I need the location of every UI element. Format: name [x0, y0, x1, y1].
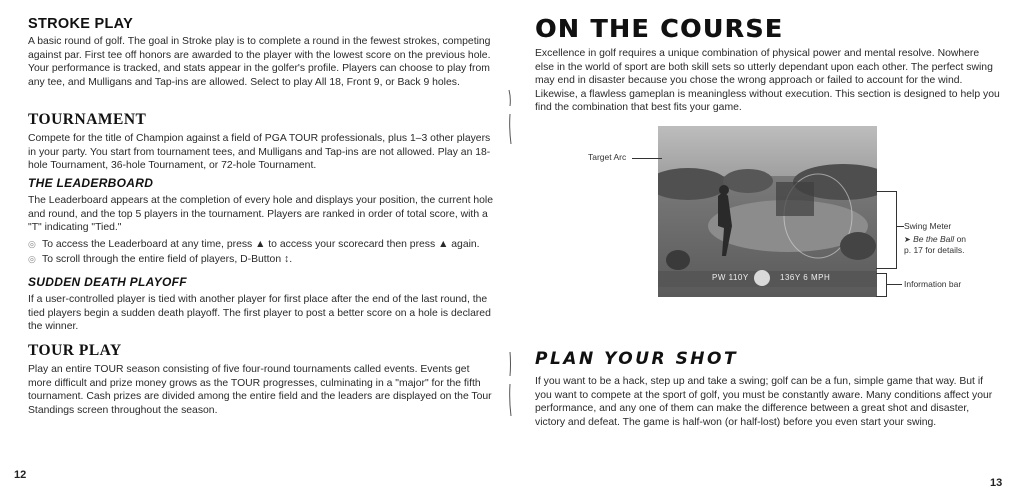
tournament-body: Compete for the title of Champion against a field of PGA TOUR professionals, plus 1–3 other players in your party. You start from tournament tees, and Mulligans and Tap-ins are not allowed. Play an 18-hole Tournament, 36-hole Tournament, or 72-hole Tournament.: [28, 133, 491, 172]
stroke-play-heading: STROKE PLAY: [28, 16, 134, 32]
hud-club-distance: PW 110Y: [712, 273, 749, 282]
plan-your-shot-heading: PLAN YOUR SHOT: [535, 349, 739, 369]
tour-play-section: [28, 342, 493, 417]
binding-mark: [507, 350, 513, 420]
swing-meter-leader-line: [896, 226, 904, 227]
page-number-left: 12: [14, 469, 27, 481]
swing-meter-bracket: [876, 191, 897, 269]
sudden-death-section: [28, 275, 493, 334]
left-page: [0, 0, 505, 504]
stroke-play-body: A basic round of golf. The goal in Stroke play is to complete a round in the fewest strokes, competing against par. First tee off honors are awarded to the player with the lowest score on the previous hole. Your performance is tracked, and stats appear in the golfer's profile. Players can choose to play from any tee, and Mulligans and Tap-ins are allowed. Select to play All 18, Front 9, or Back 9 holes.: [28, 36, 491, 88]
binding-mark: [507, 88, 513, 148]
information-bar-bracket: [876, 273, 887, 297]
leaderboard-section: [28, 176, 493, 267]
target-arc-leader-line: [632, 158, 662, 159]
game-screenshot: [658, 126, 877, 297]
on-the-course-body: Excellence in golf requires a unique combination of physical power and mental resolve. Nowhere else in the world of sport are both skill sets so utterly dependant upon each other. The perfect swing may end in disaster because you chose the wrong approach or failed to account for the wind. Likewise, a flawless gameplan is meaningless without execution. This section is designed to help you find the combination that best fits your game.: [535, 48, 1000, 114]
arrow-right-icon: ➤: [904, 235, 911, 244]
right-page: [518, 0, 1017, 504]
leaderboard-heading: THE LEADERBOARD: [28, 176, 154, 190]
information-bar-leader-line: [886, 284, 902, 285]
swing-meter-reference: ➤ Be the Ball on: [904, 234, 967, 244]
swing-meter-reference-page: p. 17 for details.: [904, 245, 965, 255]
leaderboard-bullet-text: To access the Leaderboard at any time, press ▲ to access your scorecard then press ▲ again.: [42, 238, 480, 250]
tour-play-heading: TOUR PLAY: [28, 342, 122, 359]
stroke-play-section: [28, 16, 493, 89]
tour-play-body: Play an entire TOUR season consisting of five four-round tournaments called events. Events get more difficult and prize money grows as the TOUR progresses, culminating in a "major" for the fifth tournament. Cash prizes are divided among the entire field and the leaders are displayed on the Tour Standings screen throughout the season.: [28, 364, 492, 416]
tournament-section: [28, 111, 493, 173]
on-the-course-heading: ON THE COURSE: [535, 14, 784, 43]
target-arc-label: Target Arc: [588, 152, 627, 162]
tournament-heading: TOURNAMENT: [28, 111, 147, 128]
sudden-death-body: If a user-controlled player is tied with another player for first place after the end of the last round, the tied players begin a sudden death playoff. The first player to post a better score on a hole is declared the winner.: [28, 294, 491, 333]
bullet-icon: ◎: [28, 238, 36, 249]
plan-your-shot-body: If you want to be a hack, step up and take a swing; golf can be a fun, simple game that way. But if you want to compete at the sport of golf, you must be constantly aware. Many conditions affect your performance, and any one of them can make the difference between a great shot and disaster, victory and defeat. The game is half-won (or half-lost) before you even start your swing.: [535, 376, 993, 428]
golf-scene-image: [658, 126, 877, 297]
leaderboard-bullet: [28, 238, 493, 252]
information-bar-label: Information bar: [904, 279, 962, 289]
swing-meter-label: Swing Meter: [904, 221, 952, 231]
sudden-death-heading: SUDDEN DEATH PLAYOFF: [28, 275, 187, 289]
leaderboard-bullet-text: To scroll through the entire field of players, D-Button ↕.: [42, 254, 293, 266]
bullet-icon: ◎: [28, 254, 36, 265]
leaderboard-bullet: [28, 253, 493, 267]
hud-yardage-wind: 136Y 6 MPH: [780, 273, 831, 282]
page-number-right: 13: [990, 477, 1003, 489]
leaderboard-body: The Leaderboard appears at the completion of every hole and displays your position, the current hole and round, and the top 5 players in the tournament. Players are ranked in order of total score, with a "T" indicating "Tied.": [28, 195, 493, 234]
